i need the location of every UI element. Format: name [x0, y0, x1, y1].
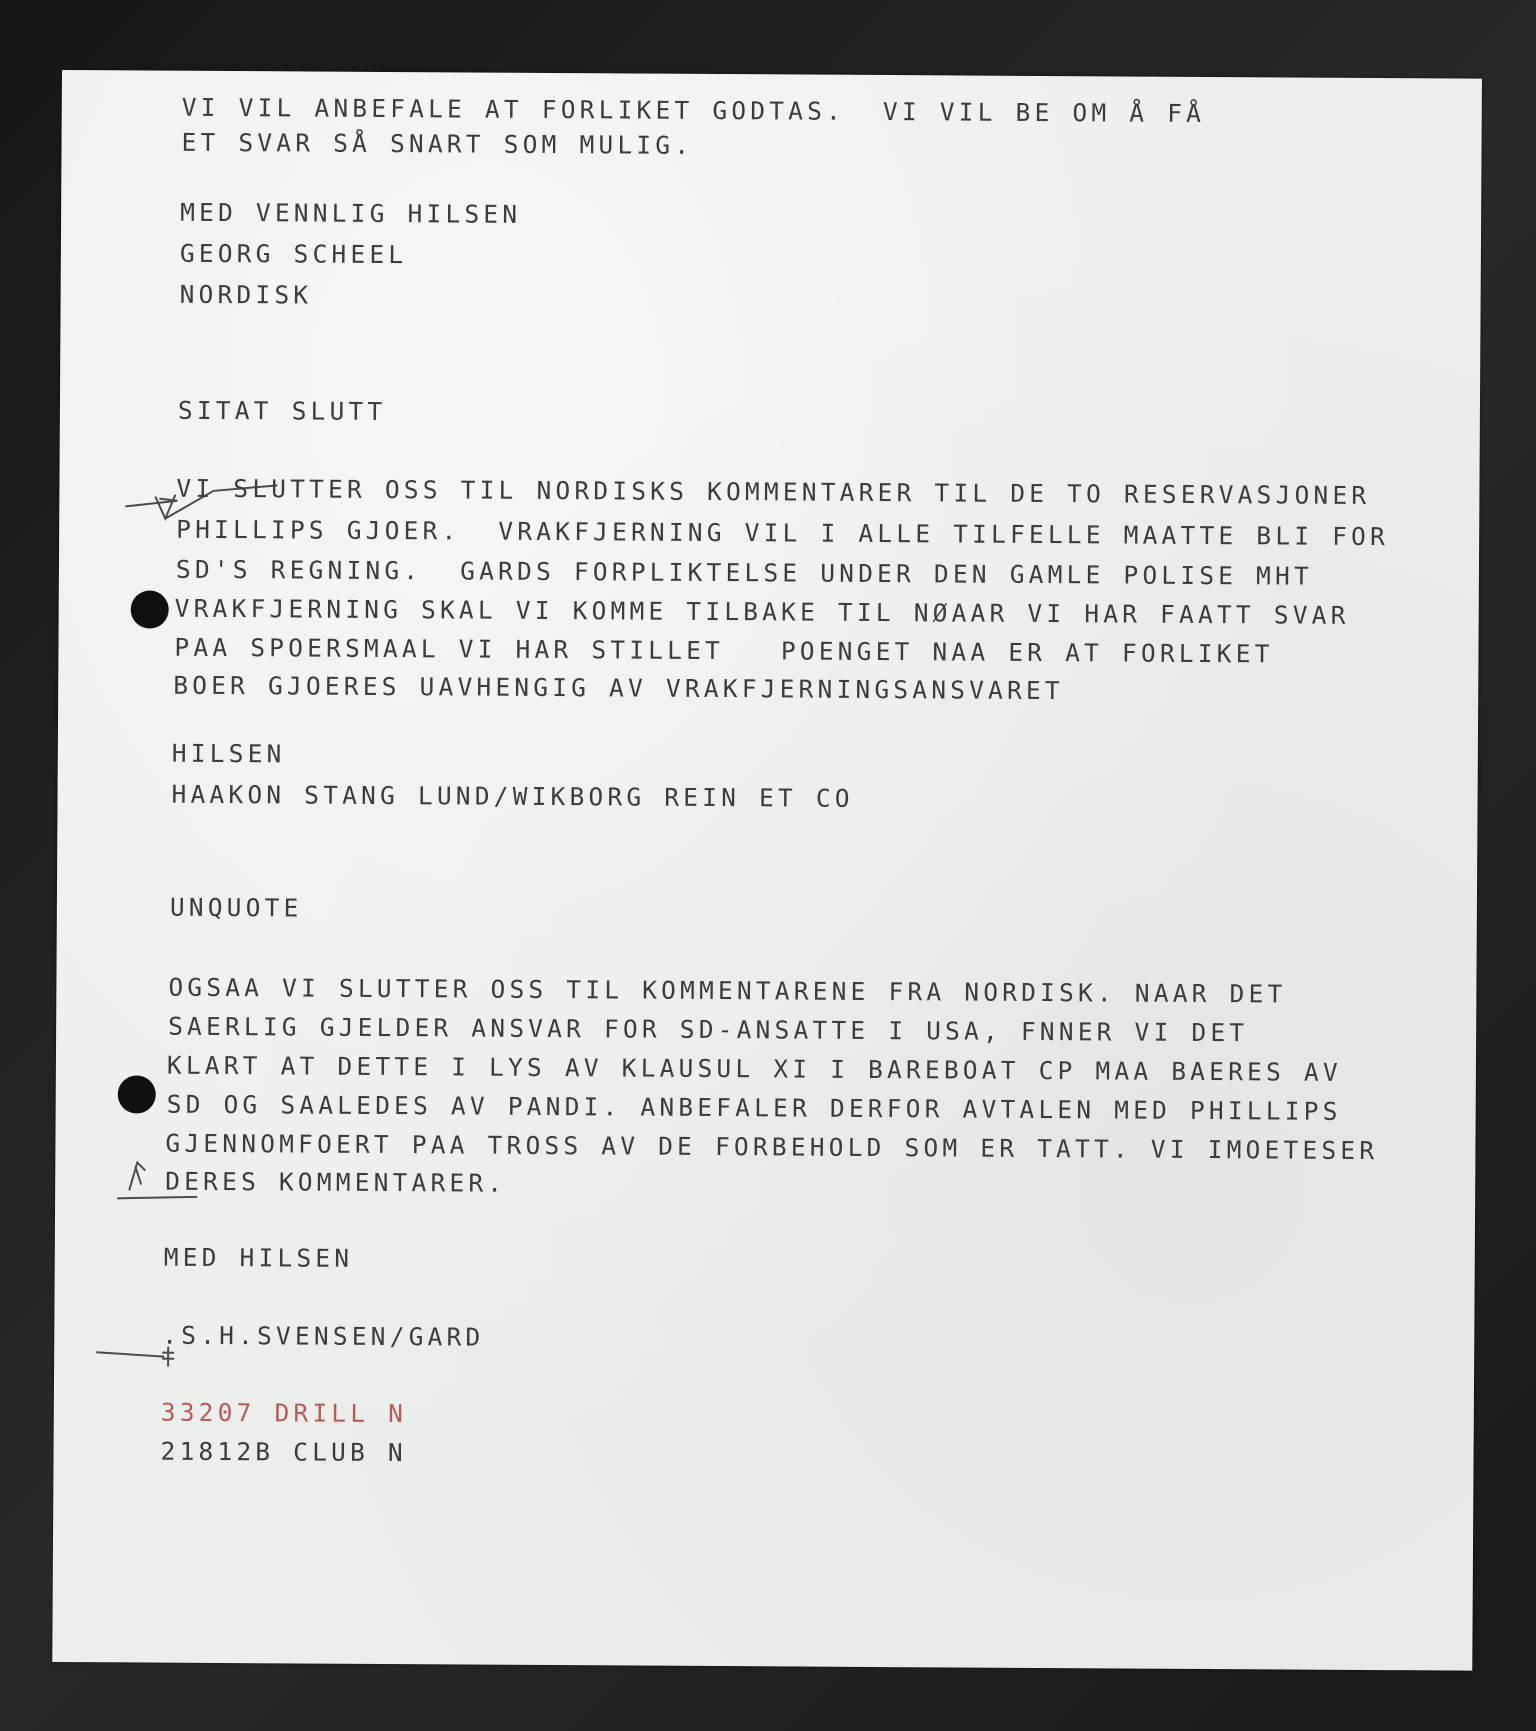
closing-1: MED VENNLIG HILSEN: [180, 197, 522, 229]
closing-2: HILSEN: [171, 738, 286, 769]
telex-page: [52, 70, 1482, 1671]
recommendation-line-2: ET SVAR SÅ SNART SOM MULIG.: [181, 127, 694, 160]
recommendation-line-1: VI VIL ANBEFALE AT FORLIKET GODTAS. VI VIL BE OM Å FÅ: [181, 92, 1206, 128]
final-line-5: GJENNOMFOERT PAA TROSS AV DE FORBEHOLD SOM ER TATT. VI IMOETESER: [165, 1128, 1379, 1166]
final-line-1: OGSAA VI SLUTTER OSS TIL KOMMENTARENE FRA NORDISK. NAAR DET: [168, 972, 1287, 1009]
final-line-2: SAERLIG GJELDER ANSVAR FOR SD-ANSATTE I USA, FNNER VI DET: [168, 1011, 1249, 1048]
signer-1-org: NORDISK: [179, 279, 313, 310]
comments-line-3: SD'S REGNING. GARDS FORPLIKTELSE UNDER DEN GAMLE POLISE MHT: [175, 554, 1314, 591]
quote-end-en: UNQUOTE: [169, 892, 303, 923]
signer-1-name: GEORG SCHEEL: [179, 238, 408, 270]
comments-line-4: VRAKFJERNING SKAL VI KOMME TILBAKE TIL NØAAR VI HAR FAATT SVAR: [174, 593, 1350, 630]
final-line-6: DERES KOMMENTARER.: [165, 1166, 507, 1198]
final-line-4: SD OG SAALEDES AV PANDI. ANBEFALER DERFOR AVTALEN MED PHILLIPS: [166, 1089, 1342, 1126]
signer-2: HAAKON STANG LUND/WIKBORG REIN ET CO: [171, 779, 854, 813]
quote-end-no: SITAT SLUTT: [177, 395, 387, 426]
comments-line-5: PAA SPOERSMAAL VI HAR STILLET POENGET NAA ER AT FORLIKET: [174, 632, 1274, 669]
telex-text: [56, 70, 1390, 1468]
final-line-3: KLART AT DETTE I LYS AV KLAUSUL XI I BAREBOAT CP MAA BAERES AV: [166, 1050, 1342, 1087]
comments-line-2: PHILLIPS GJOER. VRAKFJERNING VIL I ALLE TILFELLE MAATTE BLI FOR: [176, 514, 1390, 552]
closing-3: MED HILSEN: [163, 1242, 354, 1273]
comments-line-6: BOER GJOERES UAVHENGIG AV VRAKFJERNINGSANSVARET: [173, 670, 1064, 706]
comments-line-1: VI SLUTTER OSS TIL NORDISKS KOMMENTARER TIL DE TO RESERVASJONER: [176, 473, 1371, 510]
telex-answerback-club: 21812B CLUB N: [160, 1436, 408, 1468]
signer-3: .S.H.SVENSEN/GARD: [162, 1320, 485, 1352]
telex-answerback-drill: 33207 DRILL N: [160, 1397, 408, 1429]
